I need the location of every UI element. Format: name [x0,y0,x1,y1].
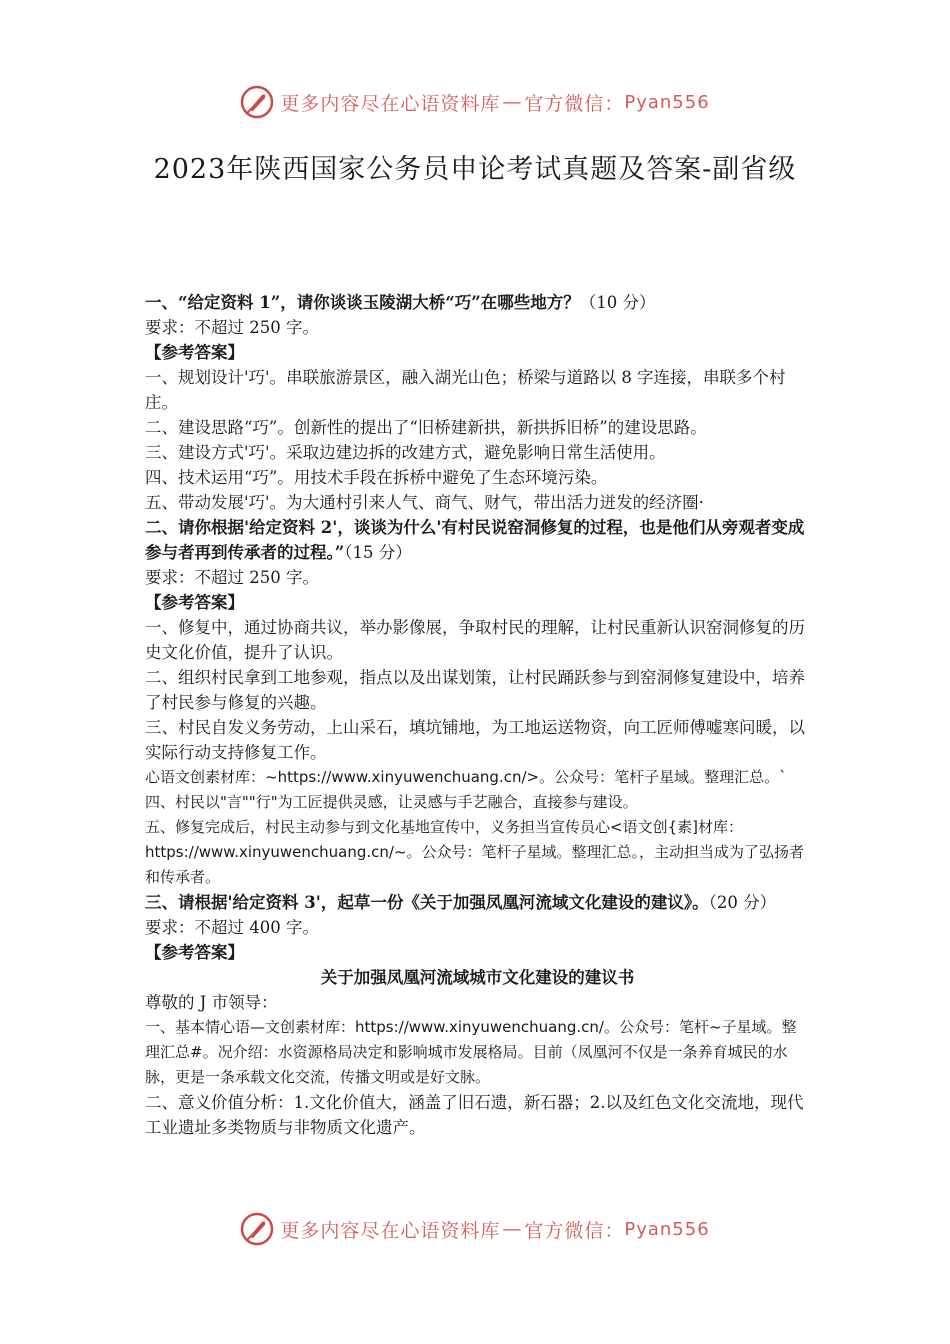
question-1-score: （10 分） [579,293,656,312]
answer-1-header: 【参考答案】 [145,343,244,362]
document-body [145,290,810,1140]
answer-2-item-3: 三、村民自发义务劳动，上山采石，填坑铺地，为工地运送物资，向工匠师傅嘘寒问暖，以实际行动支持修复工作。 [145,718,805,762]
banner-wechat-id: Pyan556 [624,91,710,113]
answer-1-item-4: 四、技术运用“巧”。用技术手段在拆桥中避免了生态环境污染。 [145,468,608,487]
question-3-text: 三、请根据'给定资料 3'，起草一份《关于加强凤凰河流域文化建设的建议》。 [145,893,709,912]
banner-dash: — [502,91,523,113]
answer-1-item-5: 五、带动发展'巧'。为大通村引来人气、商气、财气，带出活力迸发的经济圈· [145,493,704,512]
banner-official: 官方微信： [524,1219,625,1242]
header-watermark-banner [0,82,950,122]
question-3 [145,890,810,915]
question-2-score: （15 分） [344,543,412,562]
banner-official: 官方微信： [524,92,625,115]
letter-section-1: 一、基本情心语—文创素材库：https://www.xinyuwenchuang.cn/。公众号：笔杆~子星域。整理汇总#。况介绍：水资源格局决定和影响城市发展格局。目前（凤凰河不仅是一条养育城民的水脉，更是一条承载文化交流，传播文明或是好文脉。 [145,1018,797,1086]
letter-salutation: 尊敬的 J 市领导： [145,993,278,1012]
answer-2-item-2: 二、组织村民拿到工地参观，指点以及出谋划策，让村民踊跃参与到窑洞修复建设中，培养了村民参与修复的兴趣。 [145,668,805,712]
question-1-text: 一、“给定资料 1”，请你谈谈玉陵湖大桥“巧”在哪些地方？ [145,293,580,312]
banner-wechat-id: Pyan556 [624,1218,710,1240]
letter-title: 关于加强凤凰河流域城市文化建设的建议书 [320,968,635,987]
quill-logo-icon [240,1212,274,1246]
banner-text: 更多内容尽在心语资料库 [280,1219,501,1242]
document-title: 2023年陕西国家公务员申论考试真题及答案-副省级 [153,154,797,185]
answer-2-item-5: 五、修复完成后，村民主动参与到文化基地宣传中，义务担当宣传员心<语文创{素]材库：https://www.xinyuwenchuang.cn/~。公众号：笔杆子星域。整理汇总。，主动担当成为了弘扬者和传承者。 [145,818,805,886]
answer-1-item-3: 三、建设方式'巧'。采取边建边拆的改建方式，避免影响日常生活使用。 [145,443,666,462]
answer-1-item-1: 一、规划设计'巧'。串联旅游景区，融入湖光山色；桥梁与道路以 8 字连接，串联多个村庄。 [145,368,786,412]
question-2-text: 二、请你根据'给定资料 2'，谈谈为什么'有村民说窑洞修复的过程，也是他们从旁观者变成参与者再到传承者的过程。” [145,518,805,562]
question-2-requirement: 要求：不超过 250 字。 [145,568,319,587]
question-1-requirement: 要求：不超过 250 字。 [145,318,319,337]
answer-1-item-2: 二、建设思路“巧”。创新性的提出了“旧桥建新拱，新拱拆旧桥”的建设思路。 [145,418,707,437]
quill-logo-icon [240,85,274,119]
question-3-score: （20 分） [708,893,777,912]
question-2 [145,515,810,565]
question-1 [145,290,810,315]
banner-text: 更多内容尽在心语资料库 [280,92,501,115]
question-3-requirement: 要求：不超过 400 字。 [145,918,319,937]
answer-2-item-4: 心语文创素材库：~https://www.xinyuwenchuang.cn/>。公众号：笔杆子星域。整理汇总。`四、村民以"言""行"为工匠提供灵感，让灵感与手艺融合，直接参与建设。 [145,768,787,811]
letter-section-2: 二、意义价值分析：1.文化价值大，涵盖了旧石遗，新石器；2.以及红色文化交流地，现代工业遗址多类物质与非物质文化遗产。 [145,1093,804,1137]
answer-2-header: 【参考答案】 [145,593,244,612]
footer-watermark-banner [0,1209,950,1249]
answer-2-item-1: 一、修复中，通过协商共议，举办影像展，争取村民的理解，让村民重新认识窑洞修复的历史文化价值，提升了认识。 [145,618,805,662]
banner-dash: — [502,1218,523,1240]
answer-3-header: 【参考答案】 [145,943,244,962]
